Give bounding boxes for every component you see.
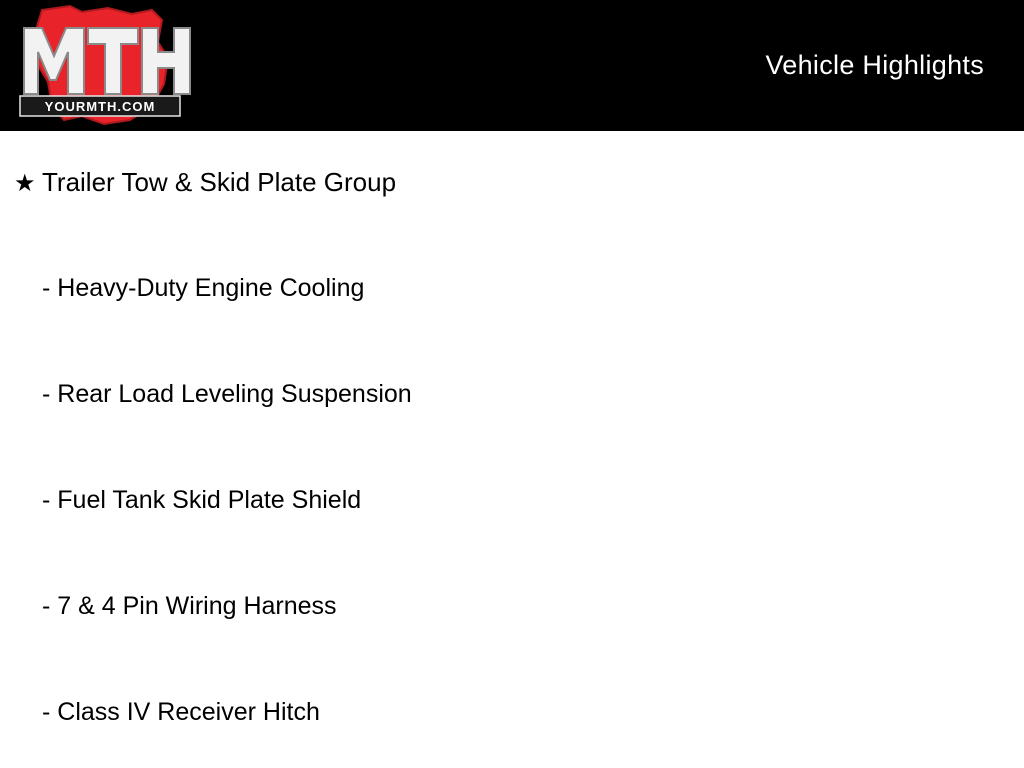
- svg-text:YOURMTH.COM: YOURMTH.COM: [44, 99, 156, 114]
- mth-logo: [12, 2, 192, 128]
- star-icon: ★: [14, 170, 36, 197]
- highlight-bullet: [14, 167, 396, 198]
- highlight-bullet-label: Trailer Tow & Skid Plate Group: [42, 167, 397, 197]
- list-item: - 7 & 4 Pin Wiring Harness: [42, 592, 337, 620]
- list-item: - Fuel Tank Skid Plate Shield: [42, 486, 362, 514]
- page-title: Vehicle Highlights: [765, 50, 984, 80]
- list-item: - Heavy-Duty Engine Cooling: [42, 274, 365, 302]
- list-item: - Class IV Receiver Hitch: [42, 698, 320, 726]
- slide-header: [0, 0, 1024, 131]
- list-item: - Rear Load Leveling Suspension: [42, 380, 412, 408]
- slide-body: [0, 131, 1024, 768]
